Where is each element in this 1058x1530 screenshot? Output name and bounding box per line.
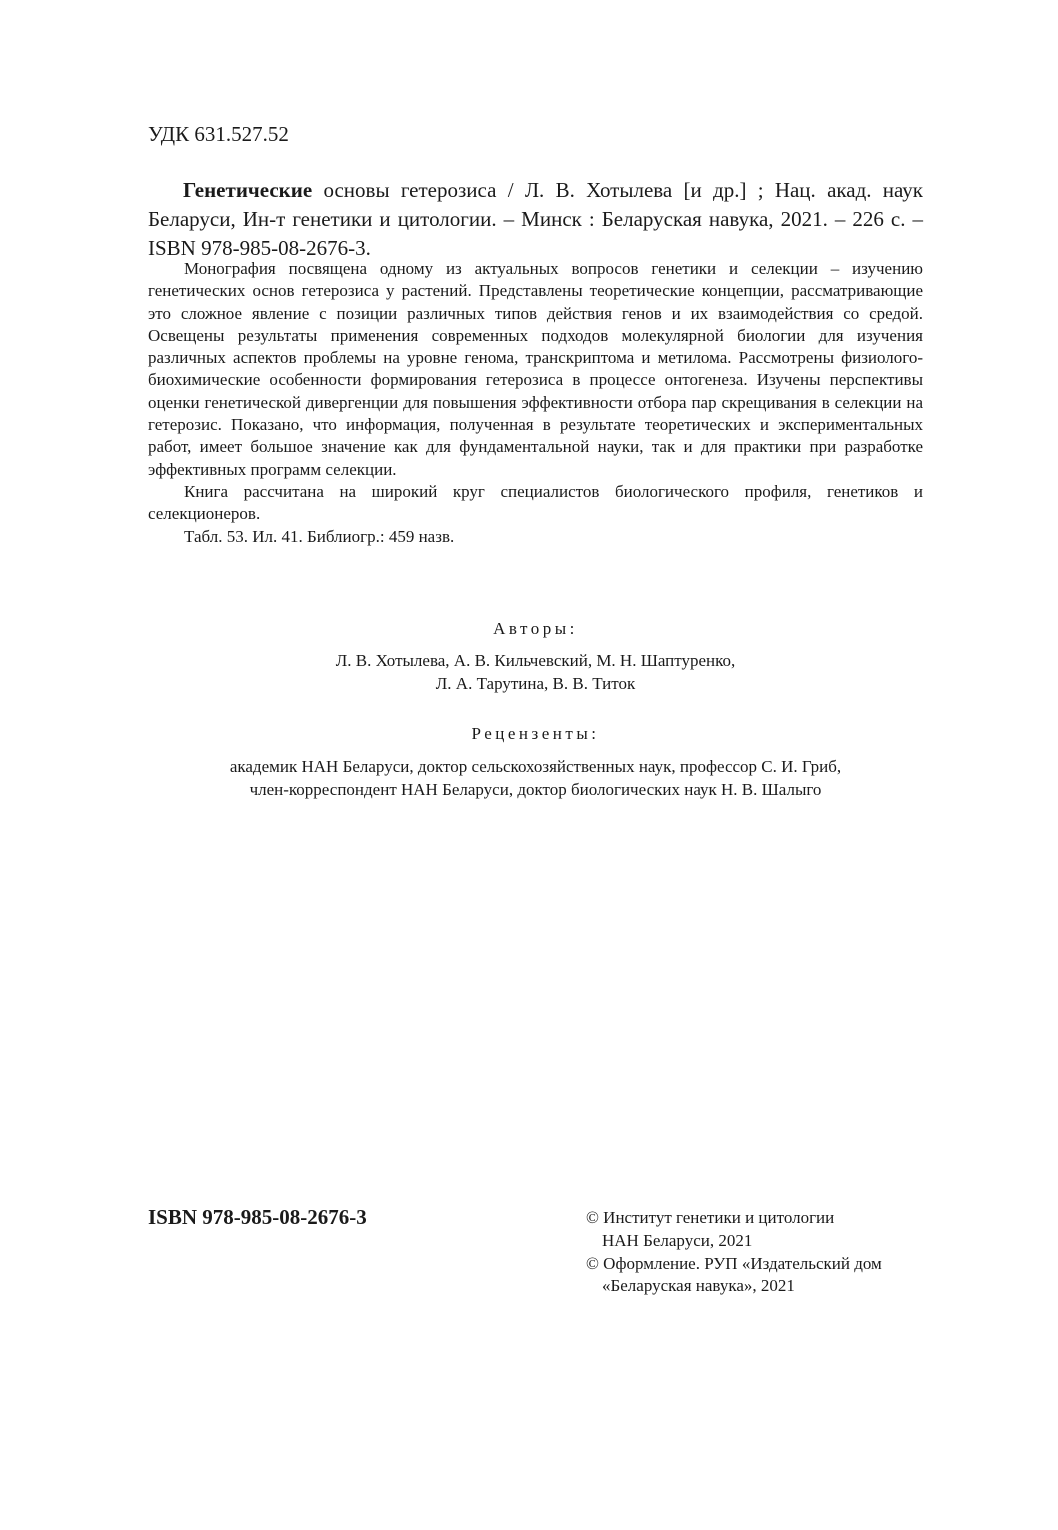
reviewer-line: член-корреспондент НАН Беларуси, доктор биологических наук Н. В. Шалыго xyxy=(249,779,822,799)
authors-heading: Авторы: xyxy=(493,619,578,638)
authors-list xyxy=(148,650,923,695)
abstract-paragraph: Монография посвящена одному из актуальных вопросов генетики и селекции – изучению генетических основ гетерозиса у растений. Представлены теоретические концепции, рассматривающие это сложное явление с позиции различных типов действия генов и их взаимодействия со средой. Освещены результаты применения современных подходов молекулярной биологии для изучения различных аспектов проблемы на уровне генома, транскриптома и метилома. Рассмотрены физиолого-биохимические особенности формирования гетерозиса в процессе онтогенеза. Изучены перспективы оценки генетической дивергенции для повышения эффективности отбора пар скрещивания в селекции на гетерозис. Показано, что информация, полученная в результате теоретических и экспериментальных работ, имеет большое значение как для фундаментальной науки, так и для практики при разработке эффективных программ селекции. xyxy=(148,259,923,479)
abstract xyxy=(148,258,923,548)
copyright-line: © Институт генетики и цитологии xyxy=(586,1208,835,1227)
copyright-line: «Беларуская навука», 2021 xyxy=(602,1276,795,1296)
isbn: ISBN 978-985-08-2676-3 xyxy=(148,1205,367,1229)
reviewers-heading: Рецензенты: xyxy=(471,724,600,743)
reviewers-list xyxy=(148,756,923,801)
authors-line: Л. А. Тарутина, В. В. Титок xyxy=(435,673,636,693)
audience-paragraph: Книга рассчитана на широкий круг специалистов биологического профиля, генетиков и селекционеров. xyxy=(148,481,923,524)
stats-paragraph: Табл. 53. Ил. 41. Библиогр.: 459 назв. xyxy=(184,526,455,546)
reviewer-line: академик НАН Беларуси, доктор сельскохозяйственных наук, профессор С. И. Гриб, xyxy=(229,757,842,776)
bibliographic-record xyxy=(148,176,923,263)
bibliographic-title-lead: Генетические xyxy=(183,178,313,202)
authors-line: Л. В. Хотылева, А. В. Кильчевский, М. Н. Шаптуренко, xyxy=(335,651,736,670)
bibliographic-details: основы гетерозиса / Л. В. Хотылева [и др.] ; Нац. акад. наук Беларуси, Ин-т генетики и цитологии. – Минск : Беларуская навука, 2021. – 226 с. – ISBN 978-985-08-2676-3. xyxy=(148,178,923,260)
copyright-block xyxy=(586,1207,882,1298)
udk-code: УДК 631.527.52 xyxy=(148,122,289,146)
copyright-line: © Оформление. РУП «Издательский дом xyxy=(586,1253,882,1273)
copyright-line: НАН Беларуси, 2021 xyxy=(602,1230,753,1250)
